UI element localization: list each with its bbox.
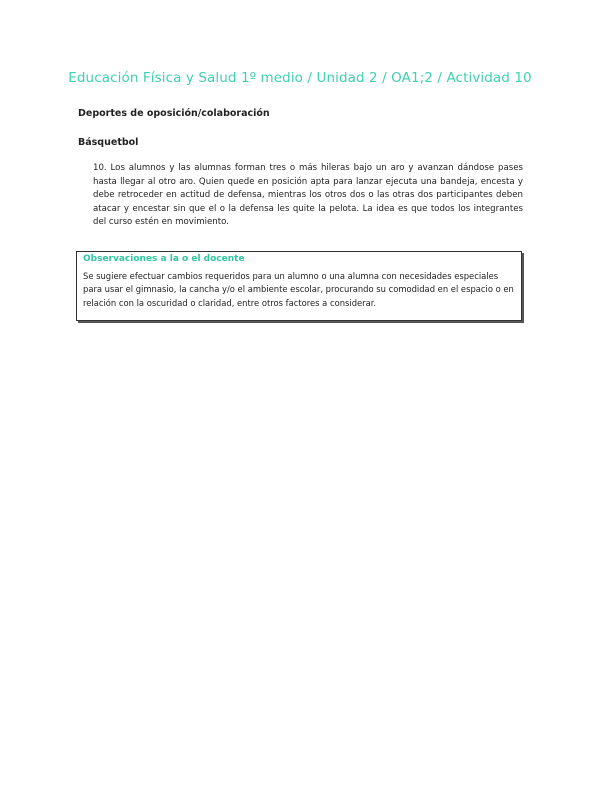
activity-paragraph: 10. Los alumnos y las alumnas forman tres o más hileras bajo un aro y avanzan dándose pases hasta llegar al otro aro. Quien quede en posición apta para lanzar ejecuta una bandeja, encesta y debe retroceder en actitud de defensa, mientras los otros dos o las otras dos participantes deben atacar y encestar sin que el o la defensa les quite la pelota. La idea es que todos los integrantes del curso estén en movimiento. xyxy=(93,163,523,227)
section-heading: Deportes de oposición/colaboración xyxy=(78,108,270,119)
page-title: Educación Física y Salud 1º medio / Unidad 2 / OA1;2 / Actividad 10 xyxy=(68,70,532,86)
subsection-heading: Básquetbol xyxy=(78,137,139,148)
observations-title: Observaciones a la o el docente xyxy=(83,254,245,264)
observations-text: Se sugiere efectuar cambios requeridos para un alumno o una alumna con necesidades especiales para usar el gimnasio, la cancha y/o el ambiente escolar, procurando su comodidad en el espacio o en relación con la oscuridad o claridad, entre otros factores a considerar. xyxy=(83,271,514,308)
observations-box xyxy=(76,251,522,321)
